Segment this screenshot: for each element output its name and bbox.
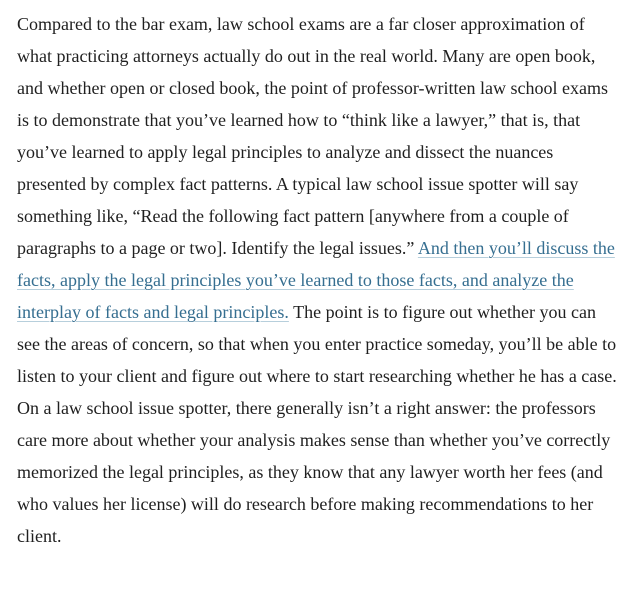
- article-paragraph: [17, 8, 622, 552]
- article-body: [17, 8, 622, 552]
- inline-highlight-link[interactable]: And then you’ll discuss the facts, apply the legal principles you’ve learned to those facts, and analyze the interplay of facts and legal principles.: [17, 238, 615, 322]
- paragraph-text-after-link: The point is to figure out whether you can see the areas of concern, so that when you enter practice someday, you’ll be able to listen to your client and figure out where to start researching whether he has a case. On a law school issue spotter, there generally isn’t a right answer: the professors care more about whether your analysis makes sense than whether you’ve correctly memorized the legal principles, as they know that any lawyer worth her fees (and who values her license) will do research before making recommendations to her client.: [17, 302, 617, 546]
- paragraph-text-before-link: Compared to the bar exam, law school exams are a far closer approximation of what practicing attorneys actually do out in the real world. Many are open book, and whether open or closed book, the point of professor-written law school exams is to demonstrate that you’ve learned how to “think like a lawyer,” that is, that you’ve learned to apply legal principles to analyze and dissect the nuances presented by complex fact patterns. A typical law school issue spotter will say something like, “Read the following fact pattern [anywhere from a couple of paragraphs to a page or two]. Identify the legal issues.”: [17, 14, 608, 258]
